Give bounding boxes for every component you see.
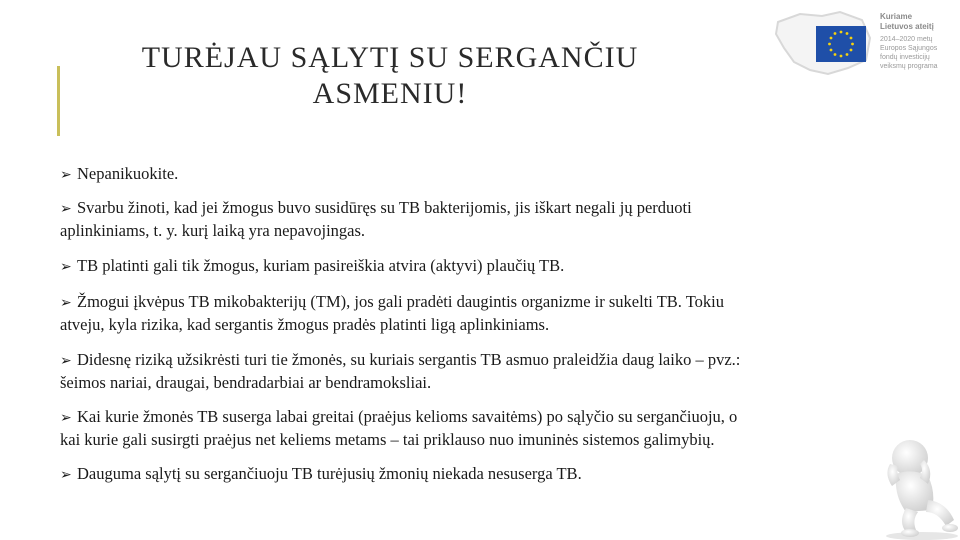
lithuania-map-eu-flag-icon [770, 8, 878, 78]
slide-title [130, 40, 650, 112]
bullet-text: Dauguma sąlytį su sergančiuoju TB turėjusių žmonių niekada nesuserga TB. [77, 464, 582, 483]
arrow-bullet-icon: ➢ [60, 295, 72, 311]
arrow-bullet-icon: ➢ [60, 410, 72, 426]
logo-line1: Kuriame [880, 12, 913, 21]
bullet-item [60, 349, 740, 393]
sitting-worried-person-icon [876, 430, 960, 540]
bullet-item [60, 406, 737, 450]
logo-line2: Lietuvos ateitį [880, 22, 934, 31]
logo-line5: fondų investicijų [880, 54, 930, 61]
bullet-item [60, 463, 582, 486]
bullet-text: TB platinti gali tik žmogus, kuriam pasireiškia atvira (aktyvi) plaučių TB. [77, 256, 565, 275]
arrow-bullet-icon: ➢ [60, 353, 72, 369]
arrow-bullet-icon: ➢ [60, 201, 72, 217]
slide-title-line2: ASMENIU! [312, 77, 468, 110]
arrow-bullet-icon: ➢ [60, 467, 72, 483]
logo-line6: veiksmų programa [880, 63, 938, 70]
logo-line4: Europos Sąjungos [880, 45, 938, 52]
arrow-bullet-icon: ➢ [60, 167, 72, 183]
bullet-item [60, 163, 178, 186]
bullet-text-continued: atveju, kyla rizika, kad sergantis žmogus pradės platinti ligą aplinkiniams. [60, 315, 550, 334]
bullet-text: Nepanikuokite. [77, 164, 179, 183]
bullet-text: Svarbu žinoti, kad jei žmogus buvo susidūręs su TB bakterijomis, jis iškart negali jų perduoti [77, 198, 692, 217]
bullet-item [60, 197, 692, 241]
bullet-text-continued: kai kurie gali susirgti praėjus net keliems metams – tai priklauso nuo imuninės sistemos galimybių. [60, 430, 715, 449]
logo-text [880, 12, 960, 71]
arrow-bullet-icon: ➢ [60, 259, 72, 275]
logo-line3: 2014–2020 metų [880, 36, 933, 43]
title-accent-bar [57, 66, 60, 136]
bullet-item [60, 291, 724, 335]
bullet-text: Žmogui įkvėpus TB mikobakterijų (TM), jos gali pradėti daugintis organizme ir sukelti TB. Tokiu [77, 292, 725, 311]
eu-funds-logo [770, 8, 960, 88]
bullet-item [60, 255, 564, 278]
bullet-text: Didesnę riziką užsikrėsti turi tie žmonės, su kuriais sergantis TB asmuo praleidžia daug laiko – pvz.: [77, 350, 741, 369]
slide-title-line1: TURĖJAU SĄLYTĮ SU SERGANČIU [141, 41, 639, 74]
bullet-text: Kai kurie žmonės TB suserga labai greitai (praėjus kelioms savaitėms) po sąlyčio su sergančiuoju, o [77, 407, 738, 426]
bullet-text-continued: šeimos nariai, draugai, bendradarbiai ar bendramoksliai. [60, 373, 432, 392]
bullet-text-continued: aplinkiniams, t. y. kurį laiką yra nepavojingas. [60, 221, 366, 240]
